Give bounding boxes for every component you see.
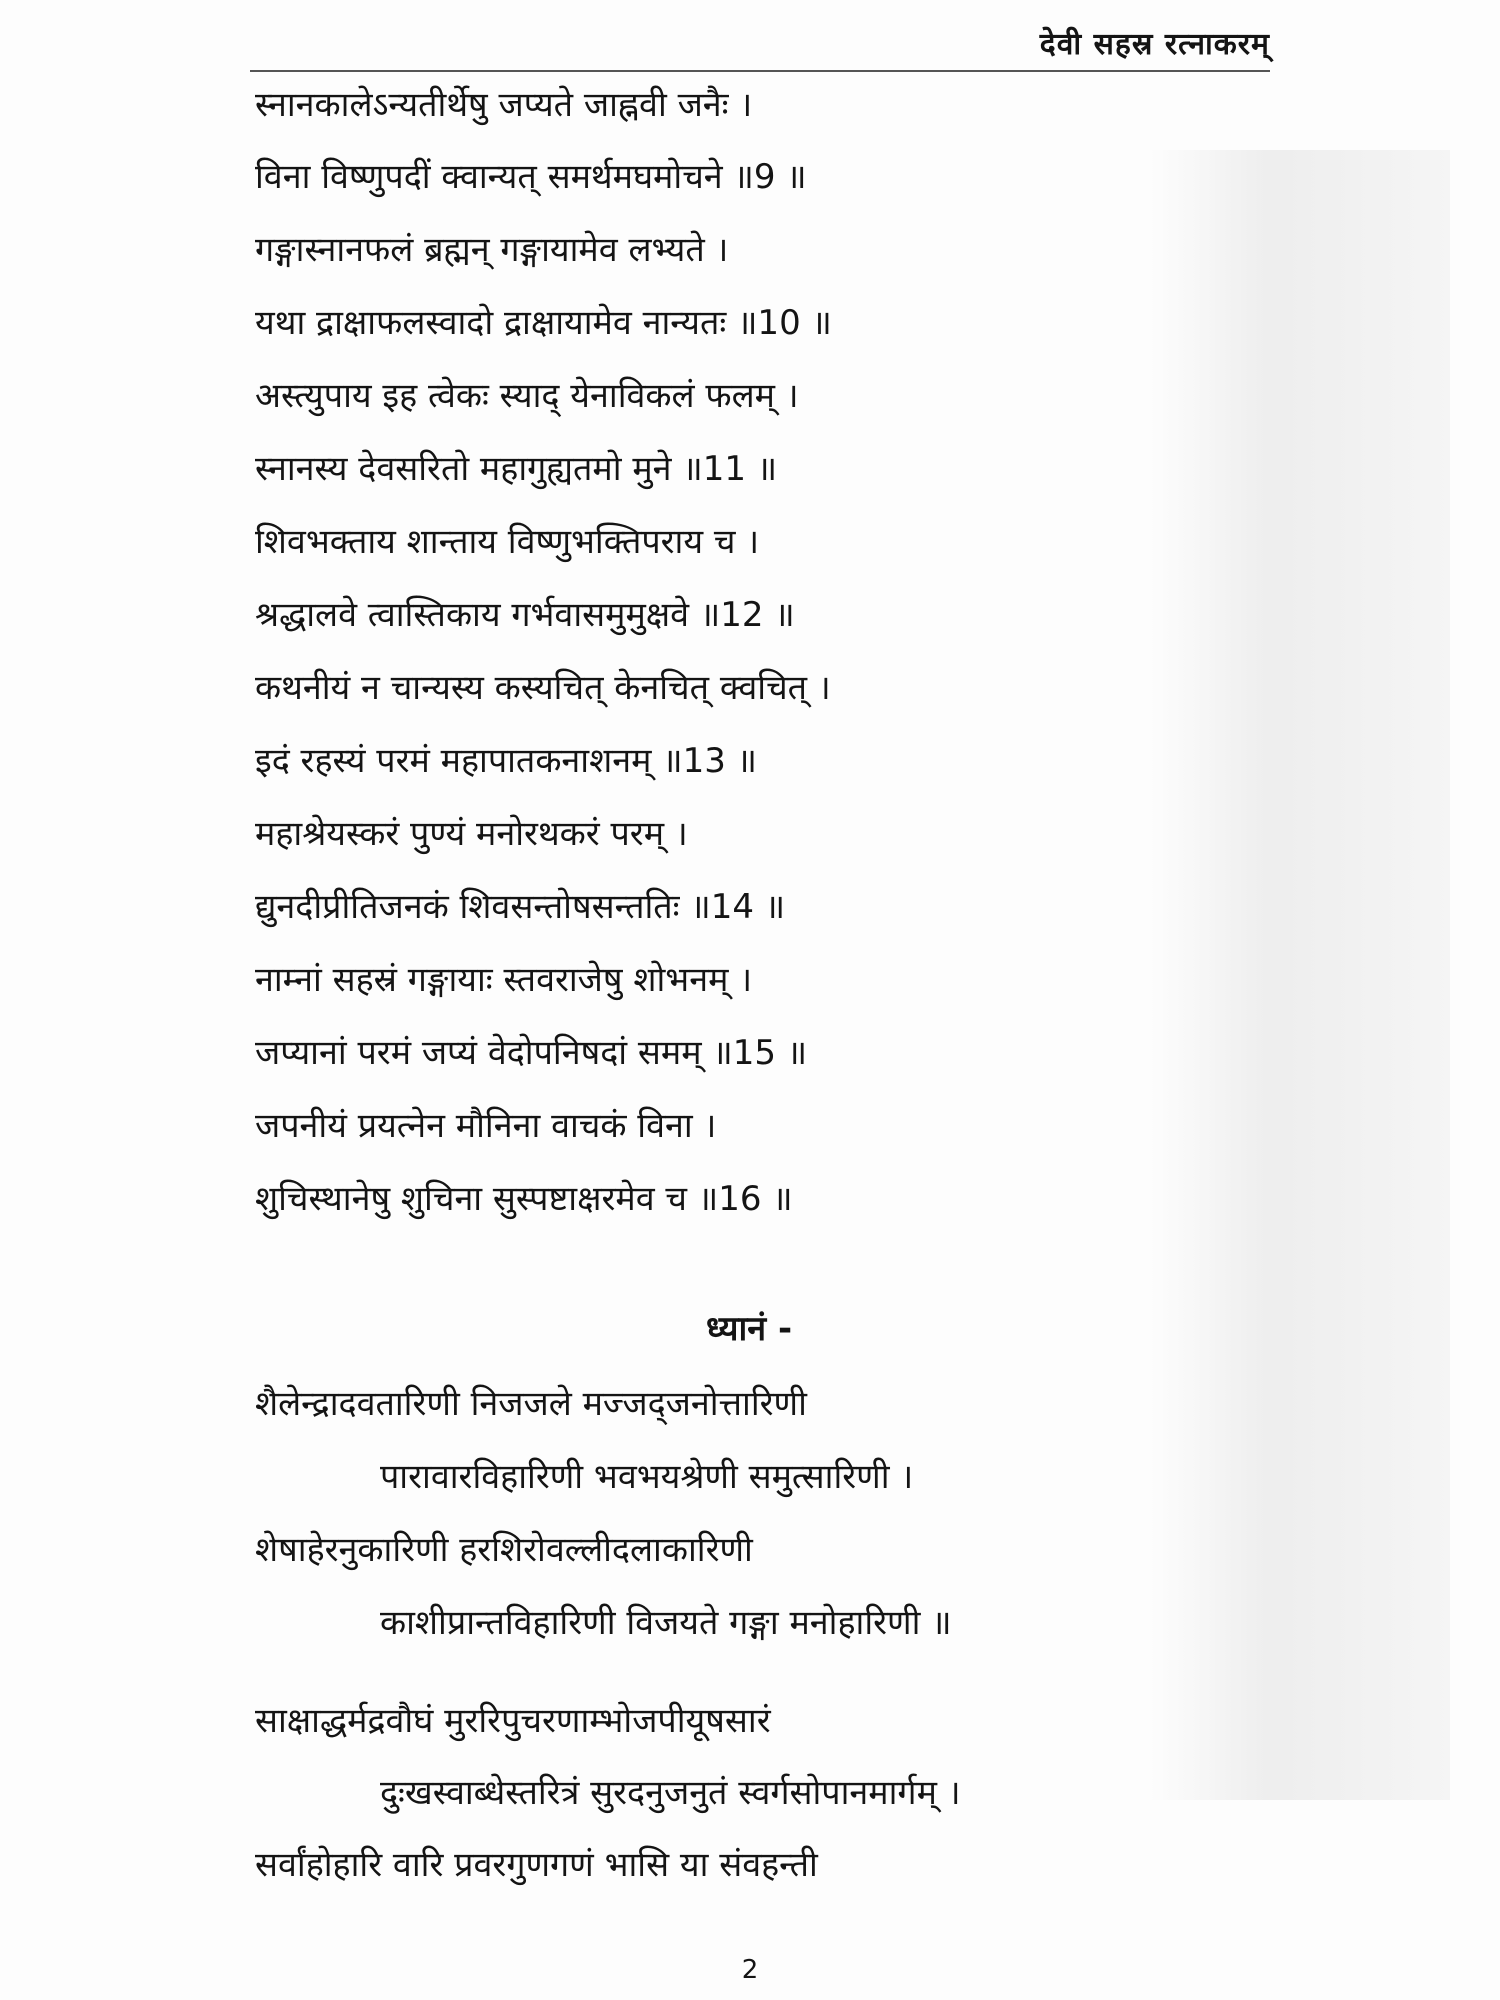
verse-line: शुचिस्थानेषु शुचिना सुस्पष्टाक्षरमेव च ॥16 ॥ (255, 1179, 793, 1219)
page-number: 2 (741, 1955, 759, 1985)
dhyana-line: शैलेन्द्रादवतारिणी निजजले मज्जद्जनोत्तारिणी (255, 1384, 807, 1424)
running-header-title: देवी सहस्र रत्नाकरम् (1039, 27, 1270, 62)
verse-line: विना विष्णुपदीं क्वान्यत् समर्थमघमोचने ॥9 ॥ (255, 157, 807, 197)
verse-line: श्रद्धालवे त्वास्तिकाय गर्भवासमुमुक्षवे ॥12 ॥ (255, 595, 795, 635)
dhyana-line: काशीप्रान्तविहारिणी विजयते गङ्गा मनोहारिणी ॥ (380, 1603, 952, 1643)
header-rule (250, 70, 1270, 72)
verse-line: जपनीयं प्रयत्नेन मौनिना वाचकं विना । (255, 1106, 717, 1146)
dhyana-line: पारावारविहारिणी भवभयश्रेणी समुत्सारिणी । (380, 1457, 914, 1497)
verse-line: महाश्रेयस्करं पुण्यं मनोरथकरं परम् । (255, 814, 688, 854)
dhyana-line: सर्वांहोहारि वारि प्रवरगुणगणं भासि या संवहन्ती (255, 1845, 818, 1885)
verse-line: यथा द्राक्षाफलस्वादो द्राक्षायामेव नान्यतः ॥10 ॥ (255, 303, 832, 343)
verse-line: इदं रहस्यं परमं महापातकनाशनम् ॥13 ॥ (255, 741, 758, 781)
dhyana-line: दुःखस्वाब्धेस्तरित्रं सुरदनुजनुतं स्वर्गसोपानमार्गम् । (380, 1773, 961, 1813)
verse-line: स्नानकालेऽन्यतीर्थेषु जप्यते जाह्नवी जनैः । (255, 85, 753, 125)
dhyana-line: साक्षाद्धर्मद्रवौघं मुररिपुचरणाम्भोजपीयूषसारं (255, 1701, 771, 1741)
dhyana-heading: ध्यानं - (706, 1309, 793, 1349)
verse-line: कथनीयं न चान्यस्य कस्यचित् केनचित् क्वचित् । (255, 668, 831, 708)
verse-line: अस्त्युपाय इह त्वेकः स्याद् येनाविकलं फलम् । (255, 376, 799, 416)
verse-line: स्नानस्य देवसरितो महागुह्यतमो मुने ॥11 ॥ (255, 449, 778, 489)
show-through-shading (1150, 150, 1450, 1800)
verse-line: नाम्नां सहस्रं गङ्गायाः स्तवराजेषु शोभनम् । (255, 960, 753, 1000)
verse-line: द्युनदीप्रीतिजनकं शिवसन्तोषसन्ततिः ॥14 ॥ (255, 887, 786, 927)
dhyana-line: शेषाहेरनुकारिणी हरशिरोवल्लीदलाकारिणी (255, 1530, 753, 1570)
verse-line: शिवभक्ताय शान्ताय विष्णुभक्तिपराय च । (255, 522, 760, 562)
verse-line: जप्यानां परमं जप्यं वेदोपनिषदां समम् ॥15 ॥ (255, 1033, 808, 1073)
verse-line: गङ्गास्नानफलं ब्रह्मन् गङ्गायामेव लभ्यते । (255, 230, 729, 270)
